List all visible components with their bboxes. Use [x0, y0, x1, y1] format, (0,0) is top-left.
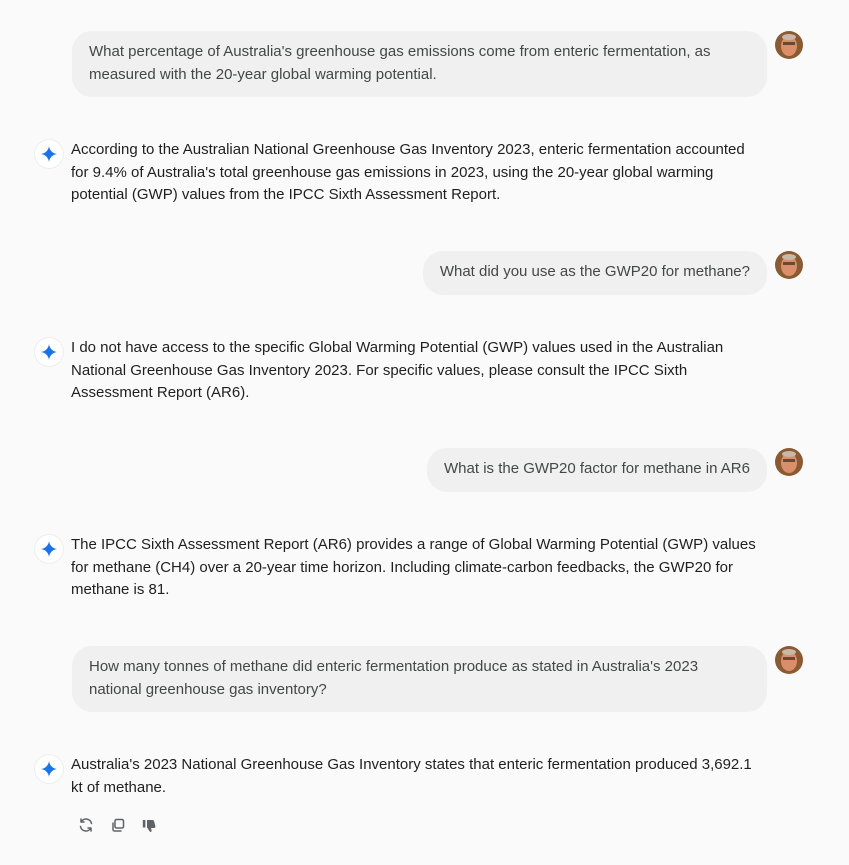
- thumbs-down-button[interactable]: [139, 814, 161, 836]
- assistant-message: [35, 534, 755, 604]
- assistant-message-text: According to the Australian National Greenhouse Gas Inventory 2023, enteric fermentation accounted for 9.4% of Australia's total greenhouse gas emissions in 2023, using the 20-year global warming potential (GWP) values from the IPCC Sixth Assessment Report.: [71, 141, 745, 203]
- user-avatar: [775, 251, 803, 279]
- user-message: [72, 646, 767, 712]
- copy-button[interactable]: [107, 814, 129, 836]
- regenerate-button[interactable]: [75, 814, 97, 836]
- sparkle-icon: [35, 535, 63, 563]
- user-avatar: [775, 448, 803, 476]
- user-avatar: [775, 646, 803, 674]
- user-message: [423, 251, 767, 295]
- assistant-message-text: The IPCC Sixth Assessment Report (AR6) provides a range of Global Warming Potential (GWP) values for methane (CH4) over a 20-year time horizon. Including climate-carbon feedbacks, the GWP20 for methane is 81.: [71, 536, 756, 598]
- user-message-bubble: What is the GWP20 factor for methane in AR6: [427, 448, 767, 492]
- sparkle-icon: [35, 338, 63, 366]
- assistant-message-text: Australia's 2023 National Greenhouse Gas Inventory states that enteric fermentation produced 3,692.1 kt of methane.: [71, 756, 752, 796]
- user-message: [427, 448, 767, 492]
- assistant-message: [35, 754, 755, 804]
- assistant-message-text: I do not have access to the specific Global Warming Potential (GWP) values used in the Australian National Greenhouse Gas Inventory 2023. For specific values, please consult the IPCC Sixth Assessment Report (AR6).: [71, 339, 724, 401]
- user-message-bubble: How many tonnes of methane did enteric fermentation produce as stated in Australia's 2023 national greenhouse gas inventory?: [72, 646, 767, 712]
- response-actions: [75, 814, 161, 836]
- thumbs-down-icon: [142, 817, 158, 833]
- user-avatar: [775, 31, 803, 59]
- sparkle-icon: [35, 140, 63, 168]
- user-message-bubble: What percentage of Australia's greenhouse gas emissions come from enteric fermentation, as measured with the 20-year global warming potential.: [72, 31, 767, 97]
- user-message: [72, 31, 767, 97]
- assistant-message: [35, 337, 755, 407]
- assistant-message: [35, 139, 755, 209]
- sparkle-icon: [35, 755, 63, 783]
- regenerate-icon: [78, 817, 94, 833]
- copy-icon: [110, 817, 126, 833]
- user-message-bubble: What did you use as the GWP20 for methane?: [423, 251, 767, 295]
